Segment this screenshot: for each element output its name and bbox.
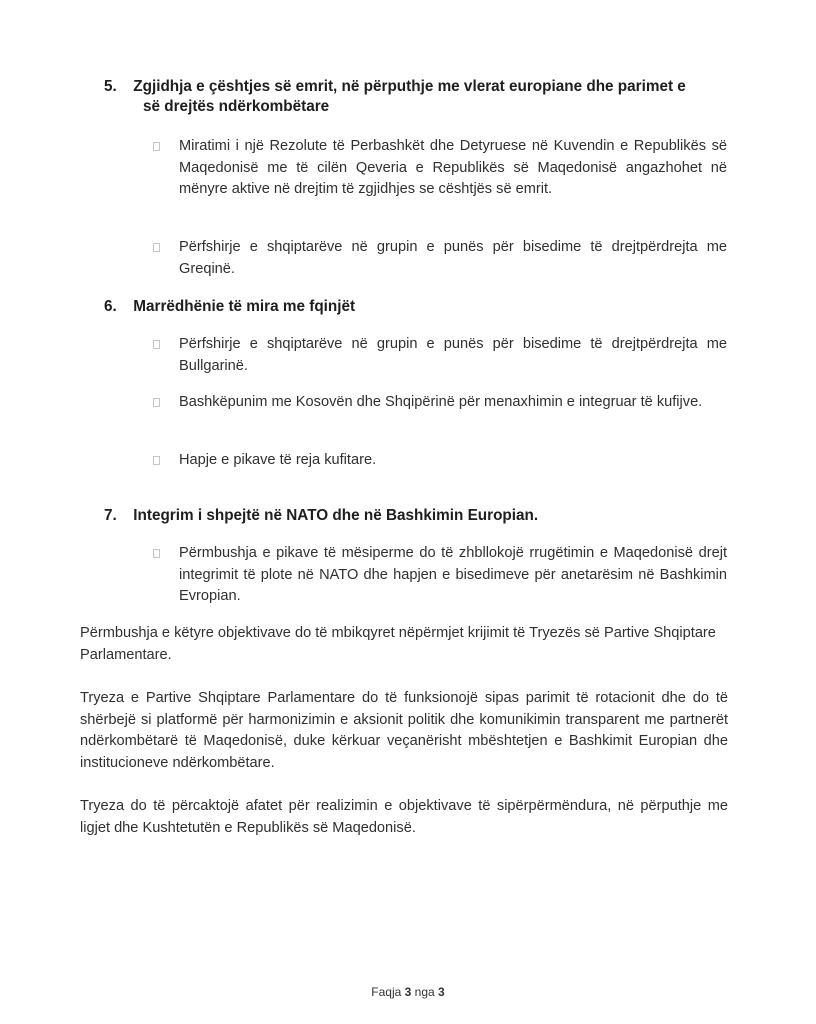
bullet-item	[153, 392, 727, 414]
section-title-line1: Integrim i shpejtë në NATO dhe në Bashkimin Europian.	[133, 507, 539, 524]
section-title-line1: Marrëdhënie të mira me fqinjët	[133, 298, 356, 315]
square-bullet-icon	[153, 340, 160, 349]
section-heading-6	[104, 297, 744, 317]
body-paragraph: Tryeza e Partive Shqiptare Parlamentare do të funksionojë sipas parimit të rotacionit dhe do të shërbejë si platformë për harmonizimin e aksionit politik dhe komunikimin transparent me partnerët ndërkombëtarë të Maqedonisë, duke kërkuar veçanërisht mbështetjen e Bashkimit Europian dhe institucioneve ndërkombëtare.	[80, 690, 728, 771]
section-number: 5.	[104, 78, 117, 95]
bullet-item	[153, 136, 727, 201]
section-number: 6.	[104, 298, 117, 315]
section-title-line1: Zgjidhja e çështjes së emrit, në përputhje me vlerat europiane dhe parimet e	[133, 78, 686, 95]
bullet-text: Përfshirje e shqiptarëve në grupin e punës për bisedime të drejtpërdrejta me Greqinë.	[179, 239, 727, 277]
bullet-text: Hapje e pikave të reja kufitare.	[179, 452, 377, 468]
square-bullet-icon	[153, 142, 160, 151]
section-number: 7.	[104, 507, 117, 524]
body-paragraph: Tryeza do të përcaktojë afatet për realizimin e objektivave të sipërpërmëndura, në përputhje me ligjet dhe Kushtetutën e Republikës së Maqedonisë.	[80, 798, 728, 836]
bullet-item	[153, 237, 727, 280]
footer-separator: nga	[414, 985, 435, 999]
bullet-item	[153, 334, 727, 377]
bullet-item	[153, 450, 727, 472]
page-footer	[0, 985, 816, 999]
bullet-item	[153, 543, 727, 608]
section-title-line2: së drejtës ndërkombëtare	[143, 98, 330, 115]
footer-prefix: Faqja	[371, 985, 402, 999]
body-paragraph: Përmbushja e këtyre objektivave do të mbikqyret nëpërmjet krijimit të Tryezës së Partive Shqiptare Parlamentare.	[80, 625, 716, 663]
square-bullet-icon	[153, 456, 160, 465]
square-bullet-icon	[153, 398, 160, 407]
section-heading-7	[104, 506, 744, 526]
bullet-text: Përfshirje e shqiptarëve në grupin e punës për bisedime të drejtpërdrejta me Bullgarinë.	[179, 336, 727, 374]
bullet-text: Përmbushja e pikave të mësiperme do të zhbllokojë rrugëtimin e Maqedonisë drejt integrimit të plote në NATO dhe hapjen e bisedimeve për anetarësim në Bashkimin Evropian.	[179, 545, 727, 604]
bullet-text: Miratimi i një Rezolute të Perbashkët dhe Detyruese në Kuvendin e Republikës së Maqedonisë me të cilën Qeveria e Republikës së Maqedonisë angazhohet në mënyre aktive në drejtim të zgjidhjes se cështjës së emrit.	[179, 138, 727, 197]
square-bullet-icon	[153, 243, 160, 252]
square-bullet-icon	[153, 549, 160, 558]
section-heading-5	[104, 77, 744, 117]
bullet-text: Bashkëpunim me Kosovën dhe Shqipërinë për menaxhimin e integruar të kufijve.	[179, 394, 703, 410]
footer-current-page: 3	[404, 985, 412, 999]
footer-total-pages: 3	[438, 985, 445, 999]
